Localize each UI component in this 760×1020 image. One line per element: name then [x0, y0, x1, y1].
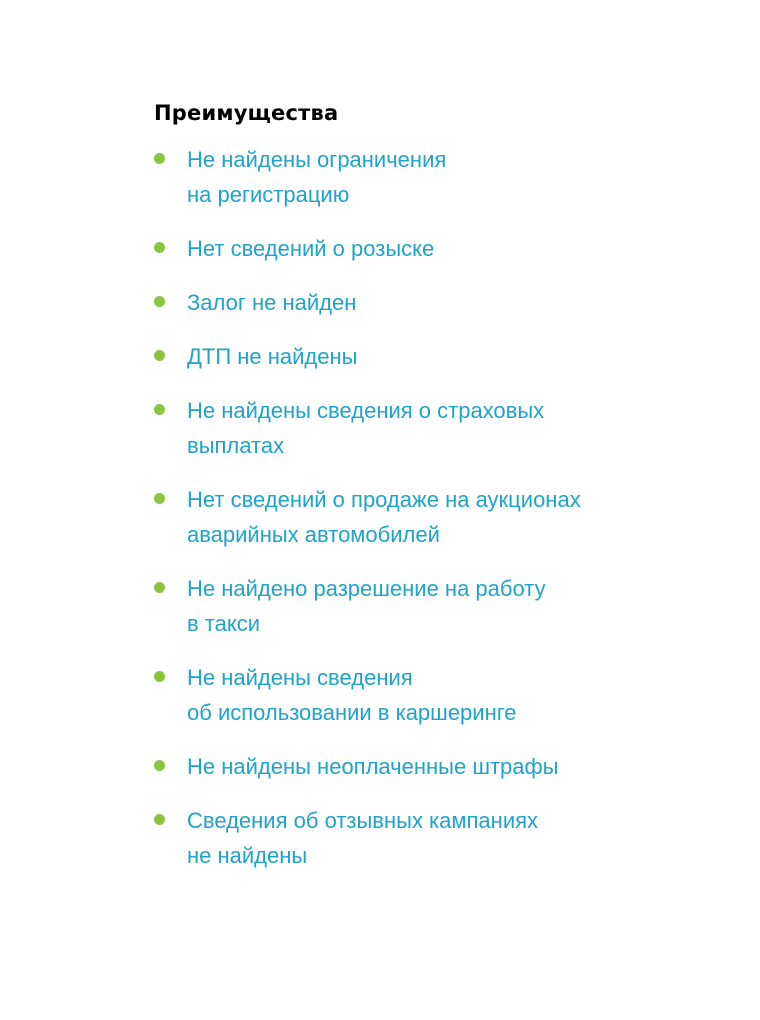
- bullet-dot-icon: [154, 296, 165, 307]
- advantage-text-line: Не найдены неоплаченные штрафы: [187, 754, 559, 779]
- advantage-item-wanted: [154, 231, 714, 266]
- bullet-dot-icon: [154, 671, 165, 682]
- advantage-text-line: Не найдены ограничения: [187, 147, 447, 172]
- advantage-item-registration: [154, 142, 714, 212]
- bullet-dot-icon: [154, 153, 165, 164]
- advantage-item-pledge: [154, 285, 714, 320]
- advantage-text-line: Нет сведений о продаже на аукционах: [187, 487, 581, 512]
- advantage-text-line: на регистрацию: [187, 182, 350, 207]
- advantage-item-auctions: [154, 482, 714, 552]
- advantage-item-recalls: [154, 803, 714, 873]
- advantage-text-line: Залог не найден: [187, 290, 357, 315]
- advantage-item-taxi: [154, 571, 714, 641]
- advantage-text-line: аварийных автомобилей: [187, 522, 440, 547]
- advantages-title: Преимущества: [154, 101, 339, 125]
- bullet-dot-icon: [154, 404, 165, 415]
- bullet-dot-icon: [154, 760, 165, 771]
- bullet-dot-icon: [154, 350, 165, 361]
- advantage-text-line: об использовании в каршеринге: [187, 700, 517, 725]
- bullet-dot-icon: [154, 814, 165, 825]
- advantage-text-line: Сведения об отзывных кампаниях: [187, 808, 539, 833]
- advantage-item-accidents: [154, 339, 714, 374]
- advantages-section: [154, 98, 714, 892]
- advantage-text-line: Нет сведений о розыске: [187, 236, 435, 261]
- bullet-dot-icon: [154, 493, 165, 504]
- advantage-text-line: ДТП не найдены: [187, 344, 358, 369]
- advantage-text-line: выплатах: [187, 433, 285, 458]
- advantage-text-line: не найдены: [187, 843, 308, 868]
- advantage-item-carsharing: [154, 660, 714, 730]
- advantage-text-line: Не найдено разрешение на работу: [187, 576, 546, 601]
- bullet-dot-icon: [154, 242, 165, 253]
- advantage-text-line: в такси: [187, 611, 261, 636]
- advantage-text-line: Не найдены сведения: [187, 665, 413, 690]
- advantage-text-line: Не найдены сведения о страховых: [187, 398, 545, 423]
- advantage-item-insurance: [154, 393, 714, 463]
- advantage-item-fines: [154, 749, 714, 784]
- bullet-dot-icon: [154, 582, 165, 593]
- advantages-list: [154, 142, 714, 873]
